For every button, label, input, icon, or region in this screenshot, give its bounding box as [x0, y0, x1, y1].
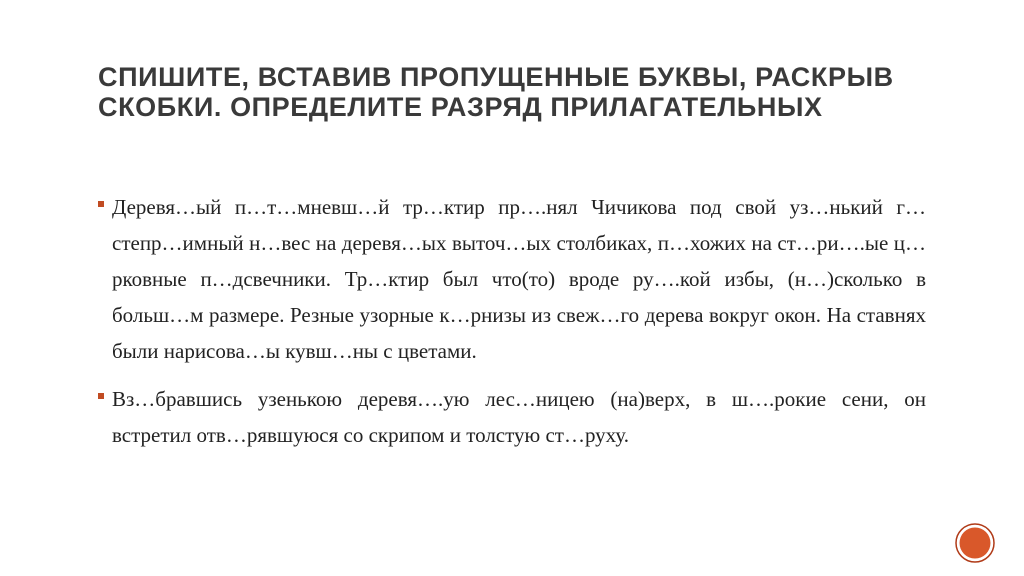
bullet-text: Деревя…ый п…т…мневш…й тр…ктир пр….нял Чичикова под свой уз…нький г…степр…имный н…вес на деревя…ых выточ…ых столбиках, п…хожих на ст…ри….ые ц…рковные п…дсвечники. Тр…ктир был что(то) вроде ру….кой избы, (н…)сколько в больш…м размере. Резные узорные к…рнизы из свеж…го дерева вокруг окон. На ставнях были нарисова…ы кувш…ны с цветами.	[112, 195, 926, 363]
bullet-text: Вз…бравшись узенькою деревя….ую лес…ницею (на)верх, в ш….рокие сени, он встретил отв…рявшуюся со скрипом и толстую ст…руху.	[112, 387, 926, 447]
square-bullet-icon	[98, 201, 104, 207]
bullet-list	[98, 189, 926, 453]
badge-inner-circle	[960, 528, 991, 559]
bullet-item	[98, 381, 926, 453]
square-bullet-icon	[98, 393, 104, 399]
slide-title: СПИШИТЕ, ВСТАВИВ ПРОПУЩЕННЫЕ БУКВЫ, РАСКРЫВ СКОБКИ. ОПРЕДЕЛИТЕ РАЗРЯД ПРИЛАГАТЕЛЬНЫХ	[98, 62, 894, 122]
slide-number-badge-icon	[955, 523, 995, 563]
bullet-item	[98, 189, 926, 369]
